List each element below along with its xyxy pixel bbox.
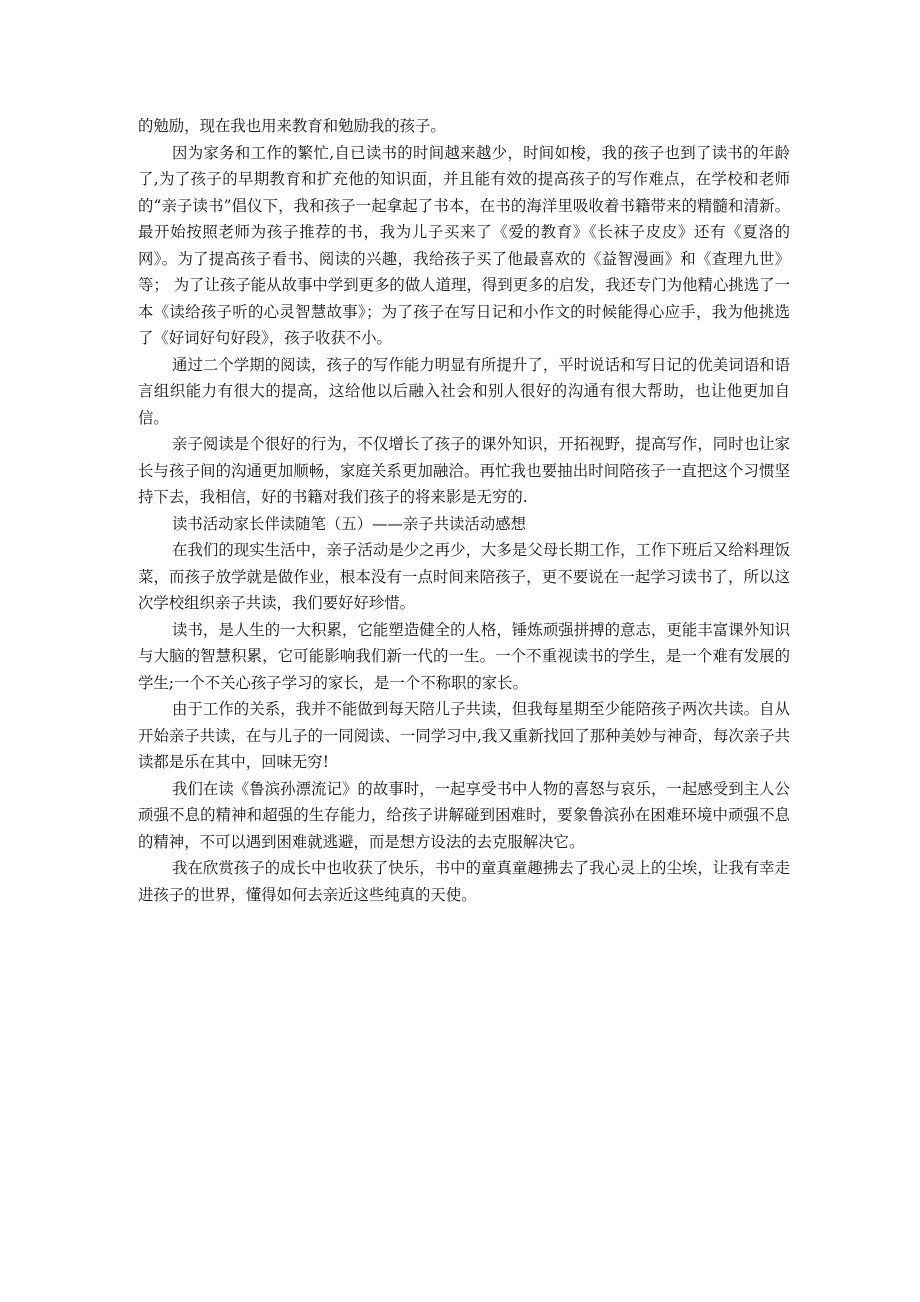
- paragraph: 通过二个学期的阅读，孩子的写作能力明显有所提升了，平时说话和写日记的优美词语和语言组织能力有很大的提高，这给他以后融入社会和别人很好的沟通有很大帮助，也让他更加自信。: [138, 355, 790, 427]
- paragraph: 我们在读《鲁滨孙漂流记》的故事时，一起享受书中人物的喜怒与哀乐，一起感受到主人公顽强不息的精神和超强的生存能力，给孩子讲解碰到困难时，要象鲁滨孙在困难环境中顽强不息的精神，不可以遇到困难就逃避，而是想方设法的去克服解决它。: [138, 779, 790, 851]
- paragraph-continuation: 的勉励，现在我也用来教育和勉励我的孩子。: [138, 117, 446, 135]
- paragraph: 我在欣赏孩子的成长中也收获了快乐，书中的童真童趣拂去了我心灵上的尘埃，让我有幸走进孩子的世界，懂得如何去亲近这些纯真的天使。: [138, 859, 790, 904]
- document-body: [138, 113, 790, 908]
- paragraph: 因为家务和工作的繁忙,自已读书的时间越来越少，时间如梭，我的孩子也到了读书的年龄了,为了孩子的早期教育和扩充他的知识面，并且能有效的提高孩子的写作难点，在学校和老师的“亲子读书”倡仪下，我和孩子一起拿起了书本，在书的海洋里吸收着书籍带来的精髓和清新。最开始按照老师为孩子推荐的书，我为儿子买来了《爱的教育》《长袜子皮皮》还有《夏洛的网》。为了提高孩子看书、阅读的兴趣，我给孩子买了他最喜欢的《益智漫画》和《查理九世》等； 为了让孩子能从故事中学到更多的做人道理，得到更多的启发，我还专门为他精心挑选了一本《读给孩子听的心灵智慧故事》；为了孩子在写日记和小作文的时候能得心应手，我为他挑选了《好词好句好段》，孩子收获不小。: [138, 143, 790, 347]
- section-heading: 读书活动家长伴读随笔（五）——亲子共读活动感想: [172, 514, 526, 533]
- paragraph: 由于工作的关系，我并不能做到每天陪儿子共读，但我每星期至少能陪孩子两次共读。自从开始亲子共读，在与儿子的一同阅读、一同学习中,我又重新找回了那种美妙与神奇，每次亲子共读都是乐在其中，回味无穷!: [138, 700, 790, 771]
- paragraph: 亲子阅读是个很好的行为，不仅增长了孩子的课外知识，开拓视野，提高写作，同时也让家长与孩子间的沟通更加顺畅，家庭关系更加融洽。再忙我也要抽出时间陪孩子一直把这个习惯坚持下去，我相信，好的书籍对我们孩子的将来影是无穷的.: [138, 435, 790, 506]
- paragraph: 在我们的现实生活中，亲子活动是少之再少，大多是父母长期工作，工作下班后又给料理饭菜，而孩子放学就是做作业，根本没有一点时间来陪孩子，更不要说在一起学习读书了，所以这次学校组织亲子共读，我们要好好珍惜。: [138, 541, 790, 612]
- paragraph: 读书，是人生的一大积累，它能塑造健全的人格，锤炼顽强拼搏的意志，更能丰富课外知识与大脑的智慧积累，它可能影响我们新一代的一生。一个不重视读书的学生，是一个难有发展的学生;一个不关心孩子学习的家长，是一个不称职的家长。: [138, 620, 790, 692]
